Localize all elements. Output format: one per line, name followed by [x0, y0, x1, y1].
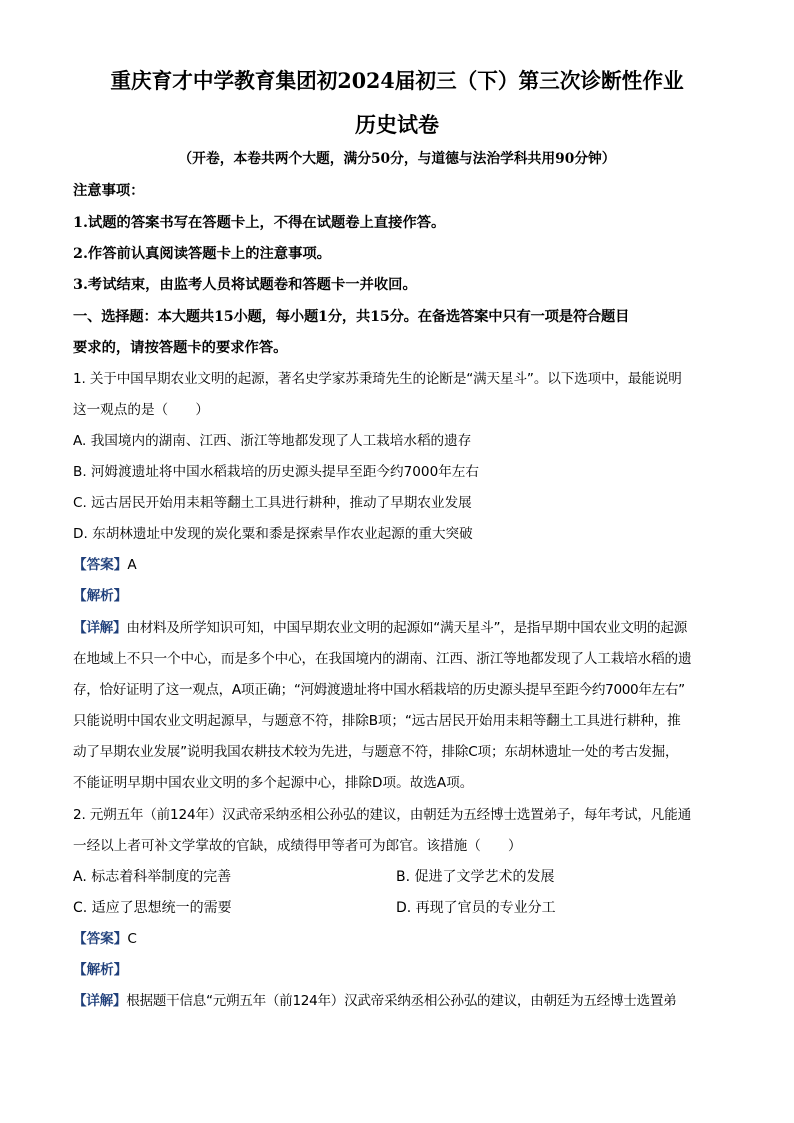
document-title: 重庆育才中学教育集团初2024届初三（下）第三次诊断性作业 [110, 68, 684, 93]
question-1-detail-line: 存，恰好证明了这一观点，A项正确；“河姆渡遗址将中国水稻栽培的历史源头提早至距今约7000年左右” [73, 682, 685, 698]
detail-tag: 【详解】 [73, 620, 127, 636]
question-1-option-a: A. 我国境内的湖南、江西、浙江等地都发现了人工栽培水稻的遗存 [73, 433, 472, 449]
question-1-stem-cont: 这一观点的是（ ） [73, 402, 209, 418]
question-2-option-a: A. 标志着科举制度的完善 [73, 869, 232, 885]
instructions-heading: 注意事项： [73, 183, 145, 199]
question-1-option-c: C. 远古居民开始用耒耜等翻土工具进行耕种，推动了早期农业发展 [73, 495, 472, 511]
question-1-analysis [73, 585, 725, 607]
answer-value: A [127, 557, 137, 573]
answer-tag: 【答案】 [73, 557, 128, 573]
detail-tag: 【详解】 [73, 993, 127, 1009]
question-2-option-d: D. 再现了官员的专业分工 [396, 900, 556, 916]
question-1-detail-line: 不能证明早期中国农业文明的多个起源中心，排除D项。故选A项。 [73, 775, 474, 791]
question-1-detail [73, 617, 725, 639]
question-2-option-b: B. 促进了文学艺术的发展 [396, 869, 555, 885]
instruction-item: 3.考试结束，由监考人员将试题卷和答题卡一并收回。 [73, 277, 417, 293]
section-heading-cont: 要求的，请按答题卡的要求作答。 [73, 340, 288, 356]
instruction-item: 1.试题的答案书写在答题卡上，不得在试题卷上直接作答。 [73, 215, 446, 231]
question-1-detail-line: 动了早期农业发展”说明我国农耕技术较为先进，与题意不符，排除C项；东胡林遗址一处的考古发掘， [73, 744, 679, 760]
question-2-option-c: C. 适应了思想统一的需要 [73, 900, 232, 916]
question-1-detail-line: 只能说明中国农业文明起源早，与题意不符，排除B项；“远古居民开始用耒耜等翻土工具进行耕种，推 [73, 713, 681, 729]
analysis-tag: 【解析】 [73, 588, 128, 604]
question-1-option-d: D. 东胡林遗址中发现的炭化粟和黍是探索旱作农业起源的重大突破 [73, 526, 473, 542]
document-subtitle: 历史试卷 [355, 112, 439, 137]
question-1-detail-line: 在地域上不只一个中心，而是多个中心，在我国境内的湖南、江西、浙江等地都发现了人工栽培水稻的遗 [73, 651, 692, 667]
question-2-answer [73, 928, 725, 950]
question-1-stem: 1. 关于中国早期农业文明的起源，著名史学家苏秉琦先生的论断是“满天星斗”。以下选项中，最能说明 [73, 371, 682, 387]
question-2-stem: 2. 元朔五年（前124年）汉武帝采纳丞相公孙弘的建议，由朝廷为五经博士选置弟子，每年考试，凡能通 [73, 807, 691, 823]
detail-text: 根据题干信息“元朔五年（前124年）汉武帝采纳丞相公孙弘的建议，由朝廷为五经博士选置弟 [126, 993, 677, 1009]
question-2-stem-cont: 一经以上者可补文学掌故的官缺，成绩得甲等者可为郎官。该措施（ ） [73, 838, 522, 854]
exam-note: （开卷，本卷共两个大题，满分50分，与道德与法治学科共用90分钟） [178, 151, 616, 167]
detail-text: 由材料及所学知识可知，中国早期农业文明的起源如“满天星斗”，是指早期中国农业文明的起源 [126, 620, 688, 636]
question-2-analysis [73, 959, 725, 981]
question-1-option-b: B. 河姆渡遗址将中国水稻栽培的历史源头提早至距今约7000年左右 [73, 464, 479, 480]
answer-value: C [127, 931, 137, 947]
question-2-detail [73, 990, 725, 1012]
section-heading: 一、选择题：本大题共15小题，每小题1分，共15分。在备选答案中只有一项是符合题目 [73, 309, 630, 325]
analysis-tag: 【解析】 [73, 962, 128, 978]
answer-tag: 【答案】 [73, 931, 128, 947]
instruction-item: 2.作答前认真阅读答题卡上的注意事项。 [73, 246, 331, 262]
question-1-answer [73, 554, 725, 576]
